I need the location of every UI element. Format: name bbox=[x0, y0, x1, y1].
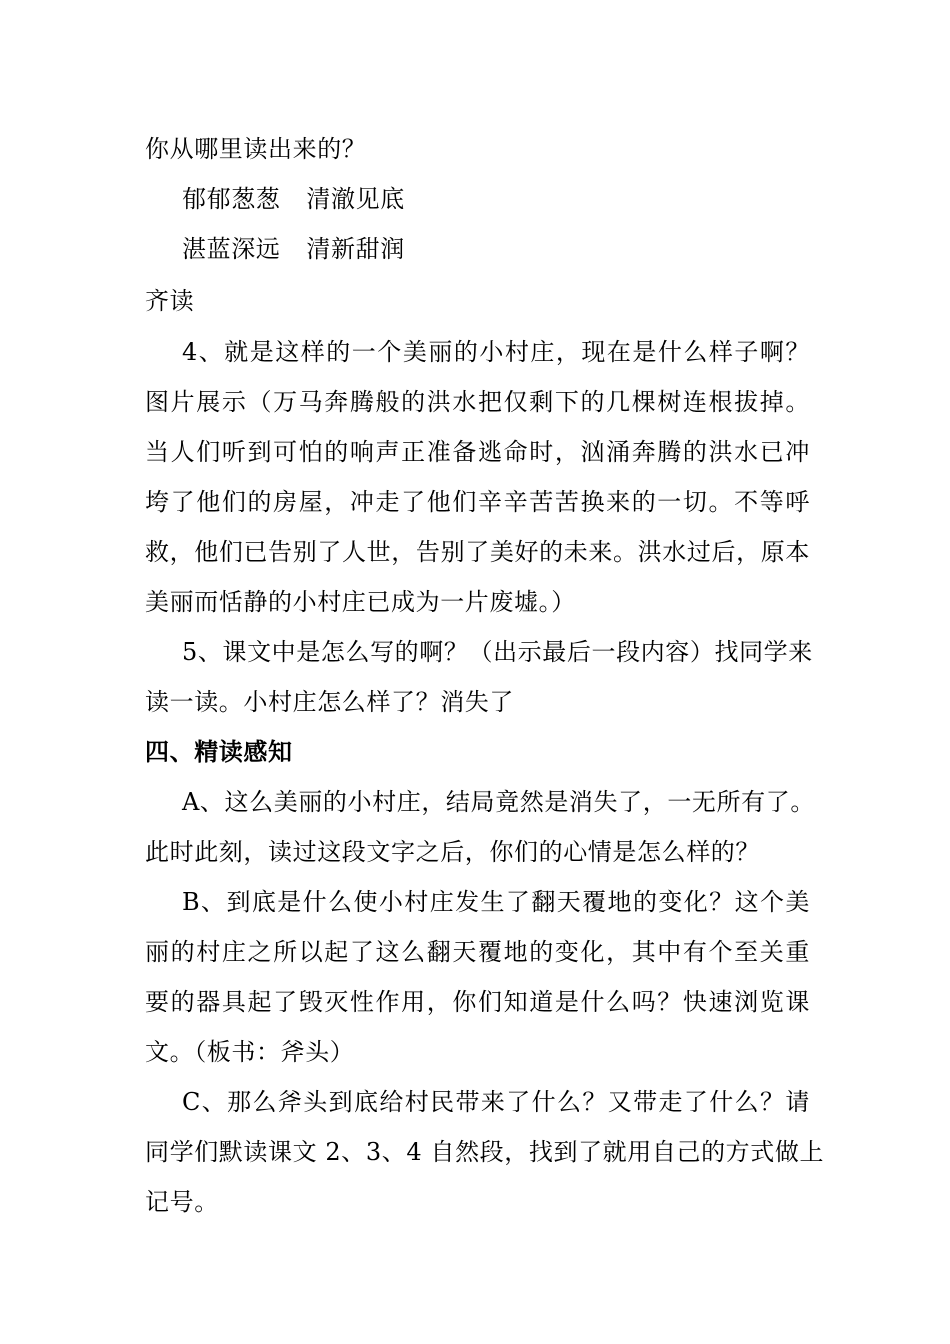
section-heading: 四、精读感知 bbox=[145, 738, 293, 766]
text-line: B、到底是什么使小村庄发生了翻天覆地的变化？这个美 bbox=[182, 888, 810, 916]
word: 清新甜润 bbox=[306, 235, 405, 263]
text-line: 4、就是这样的一个美丽的小村庄，现在是什么样子啊？ bbox=[182, 338, 810, 366]
text-line: 齐读 bbox=[145, 287, 195, 315]
text-line: 垮了他们的房屋，冲走了他们辛辛苦苦换来的一切。不等呼 bbox=[145, 488, 810, 516]
text-line: 此时此刻，读过这段文字之后，你们的心情是怎么样的？ bbox=[145, 838, 760, 866]
text-line: 5、课文中是怎么写的啊？（出示最后一段内容）找同学来 bbox=[182, 638, 813, 666]
text-line: 你从哪里读出来的？ bbox=[145, 135, 367, 163]
text-line: A、这么美丽的小村庄，结局竟然是消失了，一无所有了。 bbox=[182, 788, 815, 816]
text-line: 丽的村庄之所以起了这么翻天覆地的变化，其中有个至关重 bbox=[145, 938, 810, 966]
text-line: 要的器具起了毁灭性作用，你们知道是什么吗？快速浏览课 bbox=[145, 988, 810, 1016]
text-line: 图片展示（万马奔腾般的洪水把仅剩下的几棵树连根拔掉。 bbox=[145, 388, 810, 416]
word: 清澈见底 bbox=[306, 185, 405, 213]
text-line: 读一读。小村庄怎么样了？消失了 bbox=[145, 688, 514, 716]
word-pair-line bbox=[182, 174, 405, 224]
text-line: C、那么斧头到底给村民带来了什么？又带走了什么？请 bbox=[182, 1088, 810, 1116]
text-line: 文。（板书：斧头） bbox=[145, 1038, 355, 1066]
word-pair-line bbox=[182, 224, 405, 274]
word: 郁郁葱葱 bbox=[182, 185, 281, 213]
text-line: 当人们听到可怕的响声正准备逃命时，汹涌奔腾的洪水已冲 bbox=[145, 438, 810, 466]
word: 湛蓝深远 bbox=[182, 235, 281, 263]
text-line: 同学们默读课文 2、3、4 自然段，找到了就用自己的方式做上 bbox=[145, 1138, 825, 1166]
text-line: 记号。 bbox=[145, 1188, 219, 1216]
text-line: 救，他们已告别了人世，告别了美好的未来。洪水过后，原本 bbox=[145, 538, 810, 566]
text-line: 美丽而恬静的小村庄已成为一片废墟。） bbox=[145, 588, 576, 616]
